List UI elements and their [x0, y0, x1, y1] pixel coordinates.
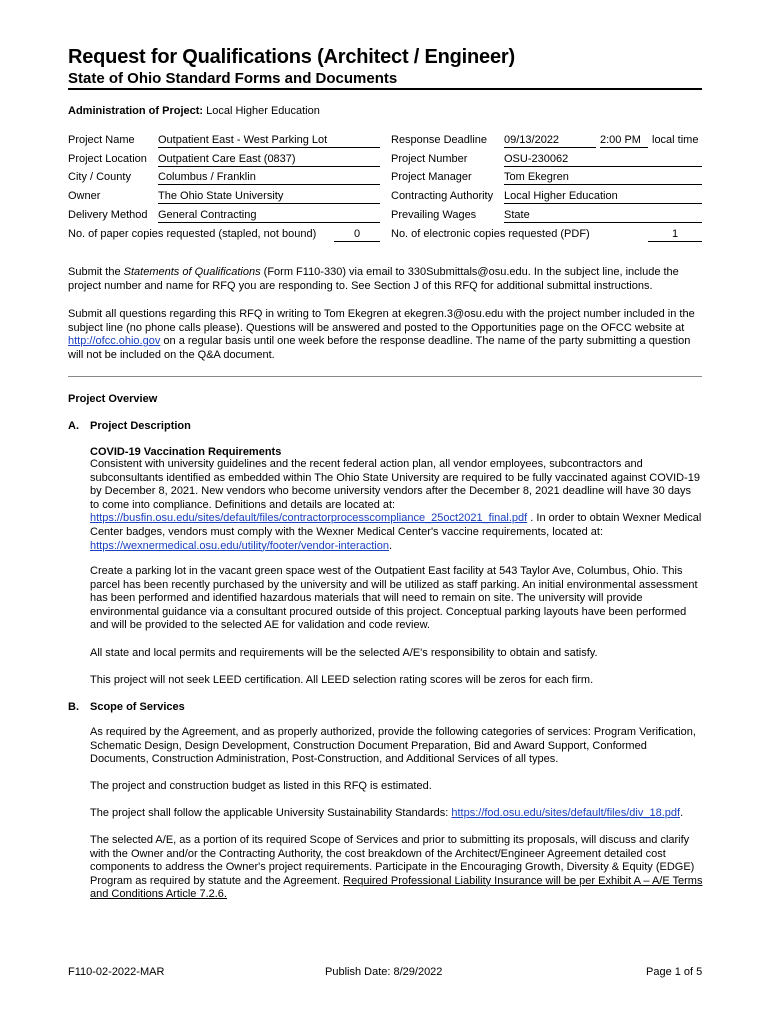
selected-ae-paragraph	[90, 834, 704, 902]
covid-text-2: . In order to obtain Wexner Medical Center badges, vendors must comply with the Wexner Medical Center's vaccine requirements, located at:	[90, 512, 702, 538]
response-deadline-suffix: local time	[652, 134, 699, 146]
scope-paragraph: As required by the Agreement, and as properly authorized, provide the following categories of services: Program Verification, Schematic Design, Design Development, Construction Document Preparation, Bid and Award Support, Conformed Documents, Construction Administration, Post-Construction, and Additional Services of all types.	[90, 726, 696, 766]
contracting-authority-label: Contracting Authority	[391, 190, 494, 202]
owner-value: The Ohio State University	[158, 190, 380, 204]
delivery-method-value: General Contracting	[158, 209, 380, 223]
footer-publish-date: Publish Date: 8/29/2022	[325, 966, 443, 978]
project-manager-label: Project Manager	[391, 171, 472, 183]
submit-text-a: Submit the	[68, 266, 124, 278]
submit-form-name: Statements of Qualifications	[123, 266, 261, 278]
submit-text-b: (Form F110-330) via email to 330Submittals@osu.edu. In the subject line, include the project number and name for RFQ you are responding to. See Section J of this RFQ for additional submittal instructions.	[68, 266, 679, 292]
electronic-copies-label: No. of electronic copies requested (PDF)	[391, 228, 590, 240]
selected-ae-text: The selected A/E, as a portion of its required Scope of Services and prior to submitting its proposals, will discuss and clarify with the Owner and/or the Contracting Authority, the cost breakdown of the Architect/Engineer Agreement detailed cost components to address the Owner's project requirements. Participate in the Encouraging Growth, Diversity & Equity (EDGE) Program as required by statute and the Agreement.	[90, 834, 695, 887]
covid-heading: COVID-19 Vaccination Requirements	[90, 446, 282, 458]
permits-paragraph: All state and local permits and requirements will be the selected A/E's responsibility to obtain and satisfy.	[90, 647, 598, 659]
city-county-value: Columbus / Franklin	[158, 171, 380, 185]
project-location-label: Project Location	[68, 153, 147, 165]
project-overview-heading: Project Overview	[68, 393, 158, 405]
covid-paragraph	[90, 458, 702, 553]
prevailing-wages-label: Prevailing Wages	[391, 209, 477, 221]
covid-end: .	[389, 539, 393, 552]
document-subtitle: State of Ohio Standard Forms and Documents	[68, 70, 398, 87]
project-name-label: Project Name	[68, 134, 135, 146]
prevailing-wages-value: State	[504, 209, 702, 223]
section-b-letter: B.	[68, 701, 79, 713]
header-rule	[68, 88, 702, 90]
project-location-value: Outpatient Care East (0837)	[158, 153, 380, 167]
owner-label: Owner	[68, 190, 101, 202]
response-deadline-time: 2:00 PM	[600, 134, 648, 148]
vendor-interaction-link[interactable]: https://wexnermedical.osu.edu/utility/footer/vendor-interaction	[90, 539, 389, 552]
submit-paragraph	[68, 266, 702, 293]
questions-paragraph	[68, 308, 702, 362]
city-county-label: City / County	[68, 171, 131, 183]
administration-label: Administration of Project:	[68, 105, 204, 117]
ofcc-website-link[interactable]: http://ofcc.ohio.gov	[68, 335, 161, 348]
project-number-value: OSU-230062	[504, 153, 702, 167]
footer-form-id: F110-02-2022-MAR	[68, 966, 165, 978]
delivery-method-label: Delivery Method	[68, 209, 148, 221]
section-a-title: Project Description	[90, 420, 191, 432]
questions-text-b: on a regular basis until one week before the response deadline. The name of the party submitting a question will not be included on the Q&A document.	[68, 335, 691, 361]
questions-text-a: Submit all questions regarding this RFQ in writing to Tom Ekegren at ekegren.3@osu.edu with the project number included in the subject line (no phone calls please). Questions will be answered and posted to the Opportunities page on the OFCC website at	[68, 308, 695, 334]
budget-paragraph: The project and construction budget as listed in this RFQ is estimated.	[90, 780, 432, 792]
sustainability-paragraph	[90, 807, 710, 821]
parking-paragraph: Create a parking lot in the vacant green space west of the Outpatient East facility at 543 Taylor Ave, Columbus, Ohio. This parcel has been recently purchased by the university and will be utilized as staff parking. An initial environmental assessment has been performed and identified hazardous materials that will need to remain on site. The university will provide environmental guidance via a consultant procured outside of this project. Conceptual parking layouts have been performed and will be provided to the selected AE for validation and code review.	[90, 565, 698, 632]
leed-paragraph: This project will not seek LEED certification. All LEED selection rating scores will be zeros for each firm.	[90, 674, 594, 686]
electronic-copies-value: 1	[648, 228, 702, 242]
section-divider	[68, 376, 702, 377]
contracting-authority-value: Local Higher Education	[504, 190, 702, 204]
liability-insurance-text: Required Professional Liability Insurance will be per Exhibit A – A/E Terms and Conditions Article 7.2.6.	[90, 874, 703, 901]
sustainability-end: .	[680, 807, 684, 819]
administration-value: Local Higher Education	[206, 105, 320, 117]
document-title: Request for Qualifications (Architect / Engineer)	[68, 46, 515, 68]
project-name-value: Outpatient East - West Parking Lot	[158, 134, 380, 148]
section-b-title: Scope of Services	[90, 701, 185, 713]
paper-copies-value: 0	[334, 228, 380, 242]
administration-line	[68, 104, 320, 118]
paper-copies-label: No. of paper copies requested (stapled, not bound)	[68, 228, 317, 240]
sustainability-standards-link[interactable]: https://fod.osu.edu/sites/default/files/div_18.pdf	[451, 807, 681, 819]
footer-page-number: Page 1 of 5	[646, 966, 703, 978]
contractor-compliance-link[interactable]: https://busfin.osu.edu/sites/default/files/contractorprocesscompliance_25oct2021_final.pdf	[90, 512, 528, 525]
sustainability-text: The project shall follow the applicable University Sustainability Standards:	[90, 807, 452, 819]
covid-text: Consistent with university guidelines and the recent federal action plan, all vendor employees, subcontractors and subconsultants identified as embedded within The Ohio State University are required to be fully vaccinated against COVID-19 by December 8, 2021. New vendors who become university vendors after the December 8, 2021 deadline will have 30 days to come into compliance. Definitions and details are located at:	[90, 458, 701, 511]
section-a-letter: A.	[68, 420, 79, 432]
response-deadline-date: 09/13/2022	[504, 134, 596, 148]
response-deadline-label: Response Deadline	[391, 134, 488, 146]
project-manager-value: Tom Ekegren	[504, 171, 702, 185]
project-number-label: Project Number	[391, 153, 468, 165]
